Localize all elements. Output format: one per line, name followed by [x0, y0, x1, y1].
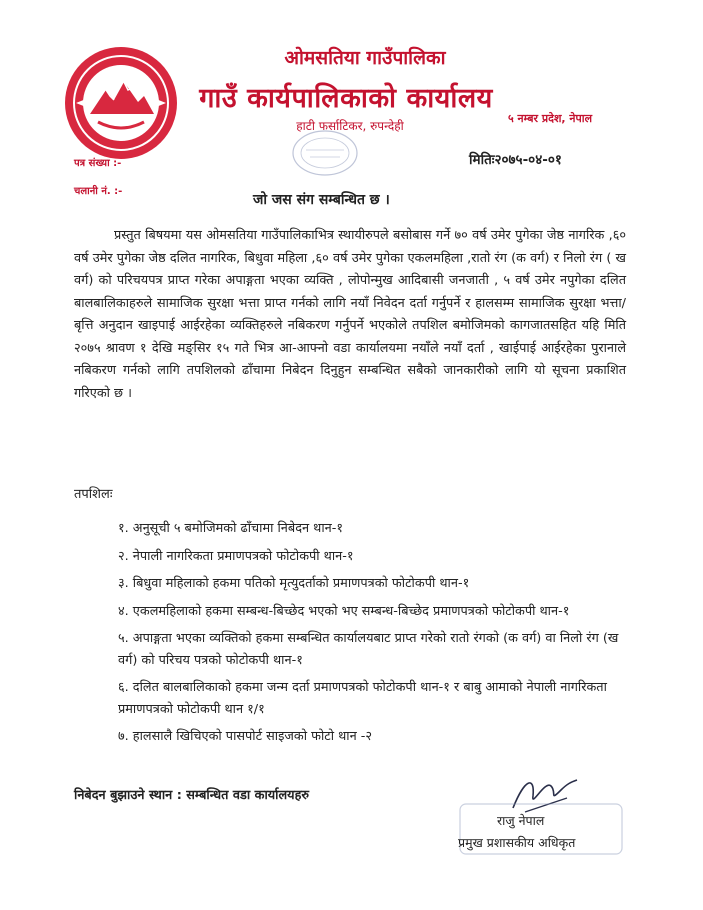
details-heading: तपशिलः: [74, 487, 113, 502]
dispatch-number-label: चलानी नं. :-: [74, 186, 123, 197]
list-item: ३. बिधुवा महिलाको हकमा पतिको मृत्युदर्ताको प्रमाणपत्रको फोटोकपी थान-१: [118, 576, 470, 591]
list-item: ४. एकलमहिलाको हकमा सम्बन्ध-बिच्छेद भएको भए सम्बन्ध-बिच्छेद प्रमाणपत्रको फोटोकपी थान-१: [118, 603, 570, 619]
office-name: गाउँ कार्यपालिकाको कार्यालय: [199, 83, 493, 114]
signer-title: प्रमुख प्रशासकीय अधिकृत: [458, 835, 576, 850]
municipality-name: ओमसतिया गाउँपालिका: [284, 47, 446, 69]
list-item: ७. हालसालै खिचिएको पासपोर्ट साइजको फोटो थान -२: [118, 729, 373, 744]
letter-subject: जो जस संग सम्बन्धित छ ।: [253, 192, 390, 208]
list-item: ६. दलित बालबालिकाको हकमा जन्म दर्ता प्रमाणपत्रको फोटोकपी थान-१ र बाबु आमाको नेपाली नागरिकता प्रमाणपत्रको फोटोकपी थान १/१: [118, 680, 607, 717]
list-item: २. नेपाली नागरिकता प्रमाणपत्रको फोटोकपी थान-१: [118, 548, 354, 564]
letter-number-label: पत्र संख्या :-: [74, 158, 122, 169]
province-label: ५ नम्बर प्रदेश, नेपाल: [508, 112, 593, 125]
list-item: ५. अपाङ्गता भएका व्यक्तिको हकमा सम्बन्धित कार्यालयबाट प्राप्त गरेको रातो रंगको (क वर्ग) वा निलो रंग (ख वर्ग) को परिचय पत्रको फोटोकपी थान-१: [118, 631, 619, 668]
letter-date: मितिः२०७५-०४-०१: [469, 152, 562, 168]
signer-name: राजु नेपाल: [497, 813, 545, 828]
municipality-logo: [62, 44, 180, 162]
notice-body: प्रस्तुत बिषयमा यस ओमसतिया गाउँपालिकाभित्र स्थायीरुपले बसोबास गर्ने ७० वर्ष उमेर पुगेका जेष्ठ नागरिक ,६० वर्ष उमेर पुगेका जेष्ठ दलित नागरिक, बिधुवा महिला ,६० वर्ष उमेर पुगेका एकलमहिला ,रातो रंग (क वर्ग) र निलो रंग ( ख वर्ग) को परिचयपत्र प्राप्त गरेका अपाङ्गता भएका व्यक्ति , लोपोन्मुख आदिबासी जनजाती , ५ वर्ष उमेर नपुगेका दलित बालबालिकाहरुले सामाजिक सुरक्षा भत्ता प्राप्त गर्नको लागि नयाँ निवेदन दर्ता गर्नुपर्ने र हालसम्म सामाजिक सुरक्षा भत्ता/बृत्ति अनुदान खाइपाई आईरहेका व्यक्तिहरुले नबिकरण गर्नुपर्ने भएकोले तपशिल बमोजिमको कागजातसहित यहि मिति २०७५ श्रावण १ देखि मङ्सिर १५ गते भित्र आ-आफ्नो वडा कार्यालयमा नयाँले नयाँ दर्ता , खाईपाई आईरहेका पुरानाले नबिकरण गर्नको लागि तपशिलको ढाँचामा निबेदन दिनुहुन सम्बन्धित सबैको जानकारीको लागि यो सूचना प्रकाशित गरिएको छ ।: [74, 228, 626, 401]
requirements-list: [118, 518, 626, 754]
submission-place: निबेदन बुझाउने स्थान : सम्बन्धित वडा कार्यालयहरु: [74, 788, 310, 803]
office-stamp-icon: [290, 128, 360, 178]
office-address: हाटी फर्साटिकर, रुपन्देही: [296, 119, 404, 133]
list-item: १. अनुसूची ५ बमोजिमको ढाँचामा निबेदन थान-१: [118, 521, 344, 536]
